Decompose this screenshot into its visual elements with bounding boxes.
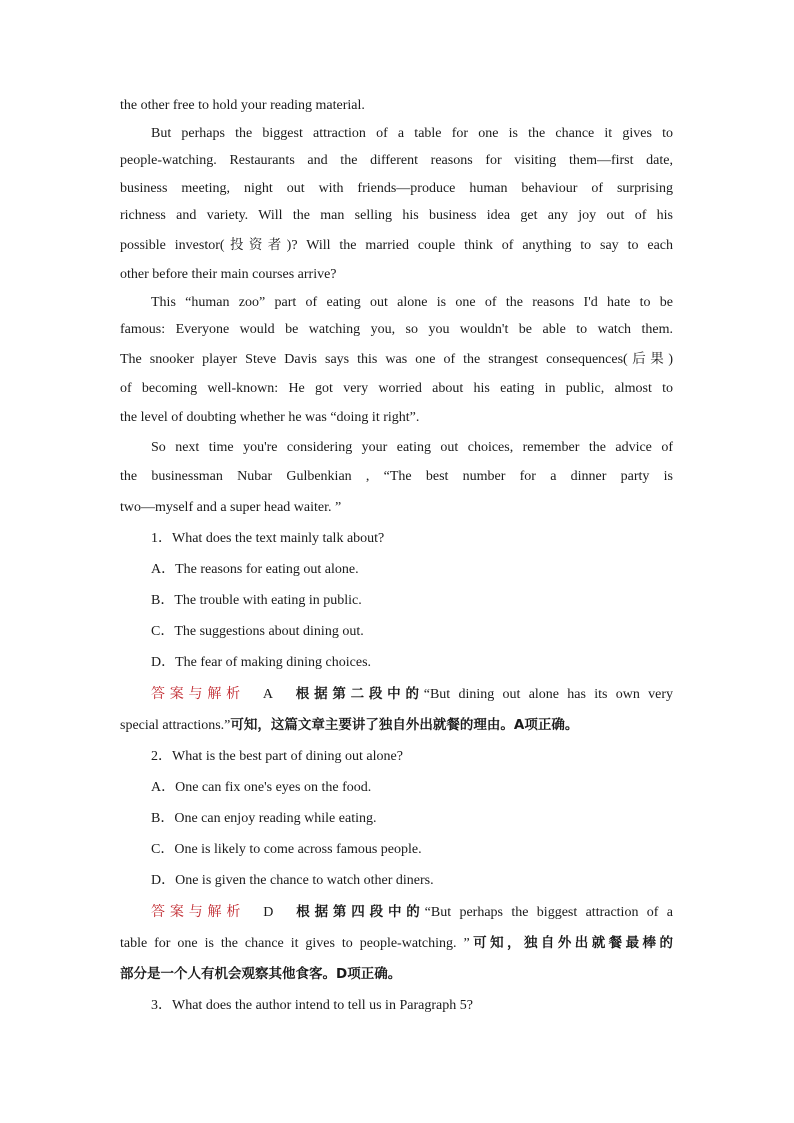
passage-paragraph-4-line: people-watching. Restaurants and the different reasons for visiting them—first date, [120, 153, 673, 168]
passage-paragraph-6-line: two—myself and a super head waiter. ” [120, 500, 342, 515]
question-2-option-c: C．One is likely to come across famous people. [151, 842, 422, 857]
passage-paragraph-4-line: possible investor(投资者)? Will the married couple think of anything to say to each [120, 237, 674, 253]
question-2-explanation-line: table for one is the chance it gives to people-watching. ”可知，独自外出就餐最棒的 [120, 935, 674, 951]
passage-paragraph-5-line: The snooker player Steve Davis says this was one of the strangest consequences(后果) [120, 351, 673, 367]
question-1-explanation-line: special attractions.”可知，这篇文章主要讲了独自外出就餐的理由。A项正确。 [120, 717, 579, 733]
question-1-option-a: A．The reasons for eating out alone. [151, 562, 359, 577]
question-1-option-c: C．The suggestions about dining out. [151, 624, 364, 639]
passage-paragraph-5-line: of becoming well-known: He got very worried about his eating in public, almost to [120, 381, 673, 396]
answer-analysis-label: 答案与解析 [151, 686, 245, 702]
question-2-stem: 2．What is the best part of dining out alone? [151, 749, 403, 764]
passage-paragraph-4-line: business meeting, night out with friends—produce human behaviour of surprising [120, 181, 673, 196]
question-2-option-b: B．One can enjoy reading while eating. [151, 811, 377, 826]
passage-paragraph-5-line: famous: Everyone would be watching you, so you wouldn't be able to watch them. [120, 322, 673, 337]
passage-paragraph-6-line: So next time you're considering your eating out choices, remember the advice of [151, 440, 673, 455]
question-2-option-a: A．One can fix one's eyes on the food. [151, 780, 372, 795]
question-3-stem: 3．What does the author intend to tell us in Paragraph 5? [151, 998, 473, 1013]
answer-analysis-label: 答案与解析 [151, 904, 246, 920]
passage-paragraph-4-line: other before their main courses arrive? [120, 267, 337, 282]
answer-letter: D [263, 905, 274, 920]
passage-paragraph-4-line: But perhaps the biggest attraction of a table for one is the chance it gives to [151, 126, 673, 141]
passage-line: the other free to hold your reading material. [120, 98, 365, 113]
passage-paragraph-6-line: the businessman Nubar Gulbenkian , “The best number for a dinner party is [120, 469, 673, 484]
passage-paragraph-5-line: the level of doubting whether he was “doing it right”. [120, 410, 420, 425]
question-2-explanation-line: 部分是一个人有机会观察其他食客。D项正确。 [120, 966, 402, 982]
question-2-option-d: D．One is given the chance to watch other diners. [151, 873, 434, 888]
question-2-explanation-line: 答案与解析 D 根据第四段中的“But perhaps the biggest attraction of a [151, 904, 674, 920]
question-1-stem: 1．What does the text mainly talk about? [151, 531, 385, 546]
question-1-explanation-line: 答案与解析 A 根据第二段中的“But dining out alone has its own very [151, 686, 674, 702]
question-1-option-d: D．The fear of making dining choices. [151, 655, 372, 670]
question-1-option-b: B．The trouble with eating in public. [151, 593, 362, 608]
answer-letter: A [262, 687, 274, 702]
passage-paragraph-4-line: richness and variety. Will the man selling his business idea get any joy out of his [120, 208, 673, 223]
passage-paragraph-5-line: This “human zoo” part of eating out alone is one of the reasons I'd hate to be [151, 295, 673, 310]
